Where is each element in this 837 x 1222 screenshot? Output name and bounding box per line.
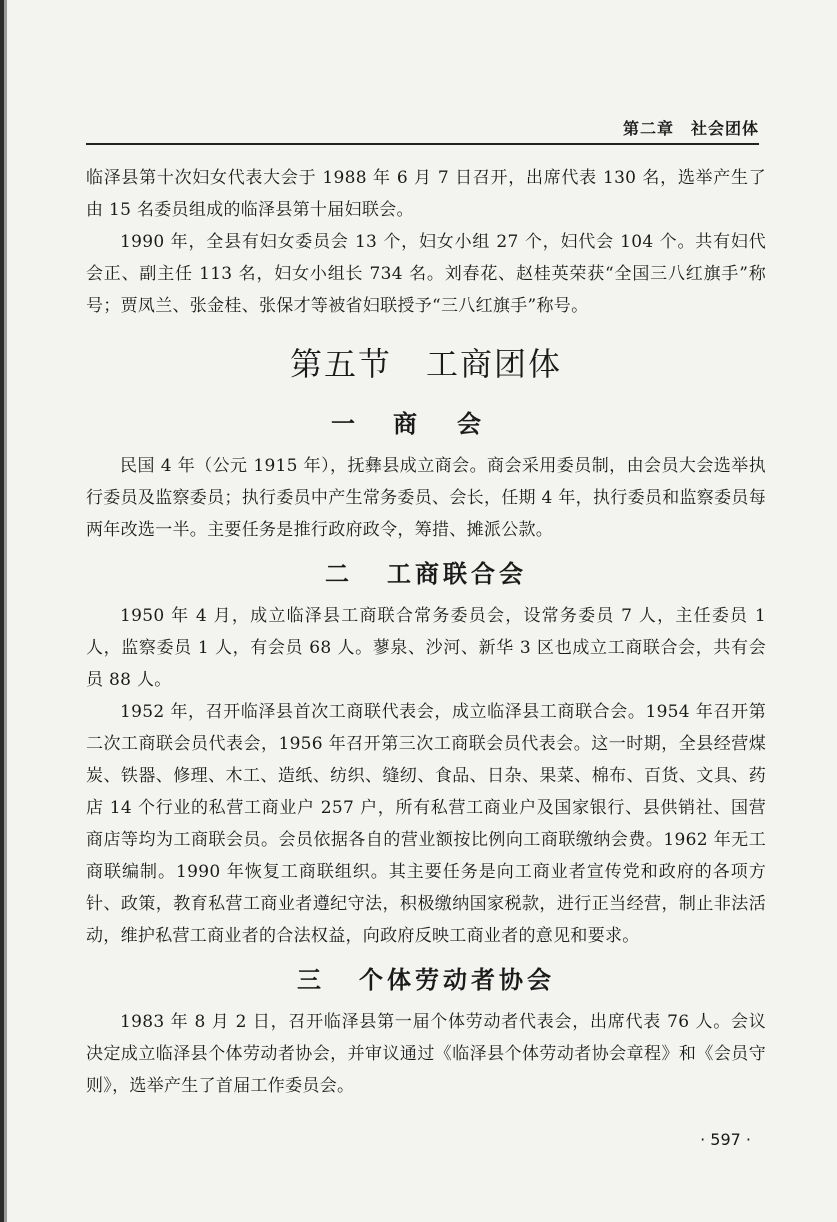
section-title: 第五节 工商团体 <box>289 345 562 383</box>
subsection-title: 个体劳动者协会 <box>359 966 555 994</box>
scan-edge <box>0 0 4 1222</box>
paragraph: 民国 4 年（公元 1915 年），抚彝县成立商会。商会采用委员制，由会员大会选举执行委员及监察委员；执行委员中产生常务委员、会长，任期 4 年，执行委员和监察委员每两年改选一半。主要任务是推行政府政令，筹措、摊派公款。 <box>86 456 766 540</box>
subsection-number: 三 <box>297 966 325 994</box>
subsection-heading-3 <box>86 958 766 1002</box>
paragraph: 1952 年，召开临泽县首次工商联代表会，成立临泽县工商联合会。1954 年召开第二次工商联会员代表会，1956 年召开第三次工商联会员代表会。这一时期，全县经营煤炭、铁器、修理、木工、造纸、纺织、缝纫、食品、日杂、果菜、棉布、百货、文具、药店 14 个行业的私营工商业户 257 户，所有私营工商业户及国家银行、县供销社、国营商店等均为工商联会员。会员依据各自的营业额按比例向工商联缴纳会费。1962 年无工商联编制。1990 年恢复工商联组织。其主要任务是向工商业者宣传党和政府的各项方针、政策，教育私营工商业者遵纪守法，积极缴纳国家税款，进行正当经营，制止非法活动，维护私营工商业者的合法权益，向政府反映工商业者的意见和要求。 <box>86 702 766 946</box>
running-head: 第二章 社会团体 <box>86 116 759 145</box>
paragraph: 1983 年 8 月 2 日，召开临泽县第一届个体劳动者代表会，出席代表 76 人。会议决定成立临泽县个体劳动者协会，并审议通过《临泽县个体劳动者协会章程》和《会员守则》，选举产生了首届工作委员会。 <box>86 1012 766 1096</box>
subsection-number: 二 <box>325 560 353 588</box>
paragraph: 临泽县第十次妇女代表大会于 1988 年 6 月 7 日召开，出席代表 130 名，选举产生了由 15 名委员组成的临泽县第十届妇联会。 <box>86 168 766 220</box>
paragraph: 1950 年 4 月，成立临泽县工商联合常务委员会，设常务委员 7 人，主任委员 1 人，监察委员 1 人，有会员 68 人。蓼泉、沙河、新华 3 区也成立工商联合会，共有会员 88 人。 <box>86 606 766 690</box>
page-body <box>86 162 766 1102</box>
page-number: · 597 · <box>700 1130 751 1149</box>
subsection-heading-2 <box>86 552 766 596</box>
subsection-title: 工商联合会 <box>387 560 527 588</box>
subsection-title: 商会 <box>393 410 521 438</box>
subsection-heading-1 <box>86 402 766 446</box>
paragraph: 1990 年，全县有妇女委员会 13 个，妇女小组 27 个，妇代会 104 个。共有妇代会正、副主任 113 名，妇女小组长 734 名。刘春花、赵桂英荣获“全国三八红旗手”称号；贾凤兰、张金桂、张保才等被省妇联授予“三八红旗手”称号。 <box>86 232 766 316</box>
subsection-number: 一 <box>331 410 359 438</box>
